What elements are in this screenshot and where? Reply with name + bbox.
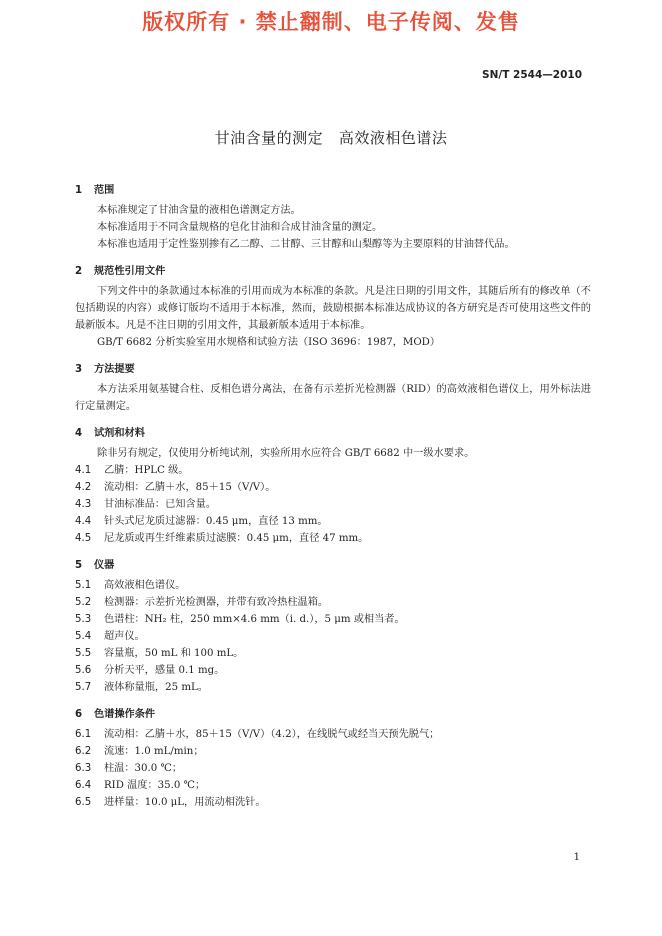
section-heading: 方法提要 <box>94 364 135 375</box>
item-number: 5.7 <box>75 682 92 693</box>
section-heading: 试剂和材料 <box>94 428 145 439</box>
paragraph: 本方法采用氨基键合柱、反相色谱分离法，在备有示差折光检测器（RID）的高效液相色谱仪上，用外标法进行定量测定。 <box>75 384 591 412</box>
list-item <box>75 479 591 496</box>
list-item <box>75 611 591 628</box>
paragraph: 本标准适用于不同含量规格的皂化甘油和合成甘油含量的测定。 <box>97 222 383 233</box>
standard-code: SN/T 2544—2010 <box>482 69 582 81</box>
list-item <box>75 513 591 530</box>
item-text: 柱温：30.0 ℃； <box>104 763 183 774</box>
list-item <box>75 679 591 696</box>
list-item <box>75 496 591 513</box>
list-item <box>75 777 591 794</box>
item-number: 5.5 <box>75 648 92 659</box>
item-number: 5.2 <box>75 597 92 608</box>
list-item <box>75 594 591 611</box>
list-item <box>75 645 591 662</box>
item-text: 针头式尼龙质过滤器：0.45 μm，直径 13 mm。 <box>104 516 328 527</box>
item-number: 5.6 <box>75 665 92 676</box>
section-reagents <box>75 425 591 547</box>
item-number: 5.3 <box>75 614 92 625</box>
item-text: 乙腈：HPLC 级。 <box>104 465 189 476</box>
item-text: 流速：1.0 mL/min； <box>104 746 204 757</box>
list-item <box>75 577 591 594</box>
section-apparatus <box>75 557 591 696</box>
item-number: 4.2 <box>75 482 92 493</box>
section-number: 1 <box>75 185 83 196</box>
item-text: 超声仪。 <box>104 631 145 642</box>
section-number: 6 <box>75 709 83 720</box>
item-text: 分析天平，感量 0.1 mg。 <box>104 665 225 676</box>
section-method-summary <box>75 361 591 415</box>
list-item <box>75 530 591 547</box>
page-number: 1 <box>573 852 580 863</box>
item-text: 流动相：乙腈＋水，85＋15（V/V）。 <box>104 482 276 493</box>
section-heading: 规范性引用文件 <box>94 266 166 277</box>
item-number: 6.5 <box>75 797 92 808</box>
item-number: 6.2 <box>75 746 92 757</box>
item-number: 4.3 <box>75 499 92 510</box>
item-number: 6.3 <box>75 763 92 774</box>
item-number: 5.1 <box>75 580 92 591</box>
section-normative-references <box>75 263 591 351</box>
copyright-banner: 版权所有 · 禁止翻制、电子传阅、发售 <box>142 10 520 34</box>
item-text: 检测器：示差折光检测器，并带有致冷热柱温箱。 <box>104 597 329 608</box>
section-chromatographic-conditions <box>75 706 591 811</box>
document-title: 甘油含量的测定 高效液相色谱法 <box>214 129 448 147</box>
section-number: 5 <box>75 560 83 571</box>
paragraph: GB/T 6682 分析实验室用水规格和试验方法（ISO 3696：1987，MOD） <box>97 337 441 348</box>
section-number: 3 <box>75 364 83 375</box>
item-text: 色谱柱：NH₂ 柱，250 mm×4.6 mm（i. d.），5 μm 或相当者。 <box>104 614 405 625</box>
list-item <box>75 726 591 743</box>
section-heading: 范围 <box>94 185 115 196</box>
item-number: 5.4 <box>75 631 92 642</box>
item-text: 甘油标准品：已知含量。 <box>104 499 217 510</box>
list-item <box>75 743 591 760</box>
item-number: 4.4 <box>75 516 92 527</box>
list-item <box>75 794 591 811</box>
item-text: RID 温度：35.0 ℃； <box>104 780 206 791</box>
section-heading: 仪器 <box>94 560 115 571</box>
item-number: 6.4 <box>75 780 92 791</box>
paragraph: 除非另有规定，仅使用分析纯试剂，实验所用水应符合 GB/T 6682 中一级水要求。 <box>97 448 475 459</box>
section-number: 2 <box>75 266 83 277</box>
section-heading: 色谱操作条件 <box>94 709 156 720</box>
list-item <box>75 760 591 777</box>
paragraph: 本标准规定了甘油含量的液相色谱测定方法。 <box>97 205 301 216</box>
item-text: 液体称量瓶，25 mL。 <box>104 682 208 693</box>
paragraph: 本标准也适用于定性鉴别掺有乙二醇、二甘醇、三甘醇和山梨醇等为主要原料的甘油替代品。 <box>97 239 515 250</box>
list-item <box>75 628 591 645</box>
item-number: 4.1 <box>75 465 92 476</box>
item-text: 高效液相色谱仪。 <box>104 580 186 591</box>
item-text: 进样量：10.0 μL，用流动相洗针。 <box>104 797 266 808</box>
section-scope <box>75 182 591 253</box>
item-number: 6.1 <box>75 729 92 740</box>
paragraph: 下列文件中的条款通过本标准的引用而成为本标准的条款。凡是注日期的引用文件，其随后所有的修改单（不包括勘误的内容）或修订版均不适用于本标准，然而，鼓励根据本标准达成协议的各方研究是否可使用这些文件的最新版本。凡是不注日期的引用文件，其最新版本适用于本标准。 <box>75 286 591 331</box>
item-number: 4.5 <box>75 533 92 544</box>
item-text: 流动相：乙腈＋水，85＋15（V/V）（4.2），在线脱气或经当天预先脱气； <box>104 729 440 740</box>
document-body <box>75 178 591 811</box>
list-item <box>75 662 591 679</box>
item-text: 尼龙质或再生纤维素质过滤膜：0.45 μm，直径 47 mm。 <box>104 533 369 544</box>
list-item <box>75 462 591 479</box>
section-number: 4 <box>75 428 83 439</box>
item-text: 容量瓶，50 mL 和 100 mL。 <box>104 648 244 659</box>
